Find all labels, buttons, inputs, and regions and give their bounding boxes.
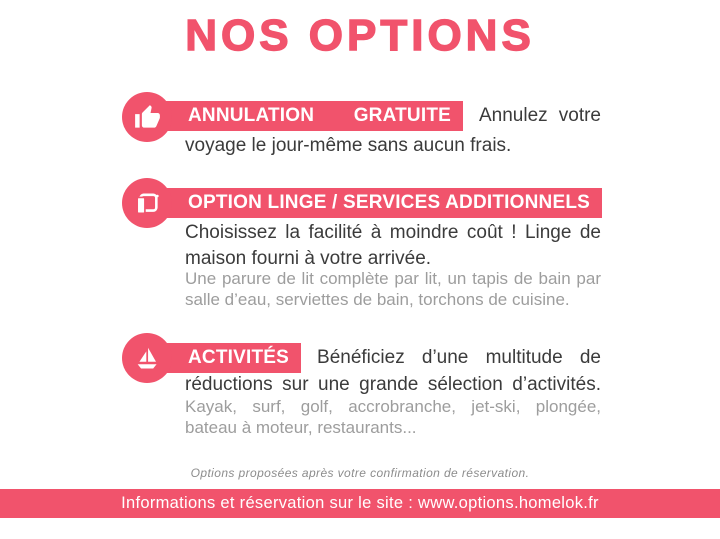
activites-sub-line-1: Kayak, surf, golf, accrobranche, jet-ski, plongée, [185, 397, 601, 416]
annulation-body-line: voyage le jour-même sans aucun frais. [185, 135, 512, 156]
section-annulation-header [146, 101, 601, 131]
linge-body-line-1: Choisissez la facilité à moindre coût ! Linge de [185, 222, 601, 243]
annulation-banner-label: ANNULATION GRATUITE [188, 105, 451, 126]
annulation-intro [463, 101, 601, 131]
section-linge-header [146, 188, 601, 218]
activites-sub-line-2: bateau à moteur, restaurants... [185, 418, 417, 437]
annulation-intro-label: Annulez votre [479, 105, 601, 126]
footer-bar-label: Informations et réservation sur le site : www.options.homelok.fr [121, 494, 599, 512]
linge-sub-line-2: salle d’eau, serviettes de bain, torchons de cuisine. [185, 290, 570, 309]
section-activites-header [146, 343, 601, 373]
activites-intro-label: Bénéficiez d’une multitude de [317, 347, 601, 368]
linge-sub-line-1: Une parure de lit complète par lit, un tapis de bain par [185, 269, 601, 288]
annulation-banner [146, 101, 463, 131]
thumbs-up-icon [122, 92, 172, 142]
footnote: Options proposées après votre confirmation de réservation. [190, 466, 530, 480]
towel-icon [122, 178, 172, 228]
page-title: NOS OPTIONS [185, 11, 535, 60]
footer-bar [0, 489, 720, 518]
activites-banner-label: ACTIVITÉS [188, 347, 290, 368]
linge-body-line-2: maison fourni à votre arrivée. [185, 248, 432, 269]
activites-body-line: réductions sur une grande sélection d’activités. [185, 374, 601, 395]
activites-intro [301, 343, 601, 373]
linge-banner [146, 188, 602, 218]
linge-banner-label: OPTION LINGE / SERVICES ADDITIONNELS [188, 192, 591, 213]
sailboat-icon [122, 333, 172, 383]
